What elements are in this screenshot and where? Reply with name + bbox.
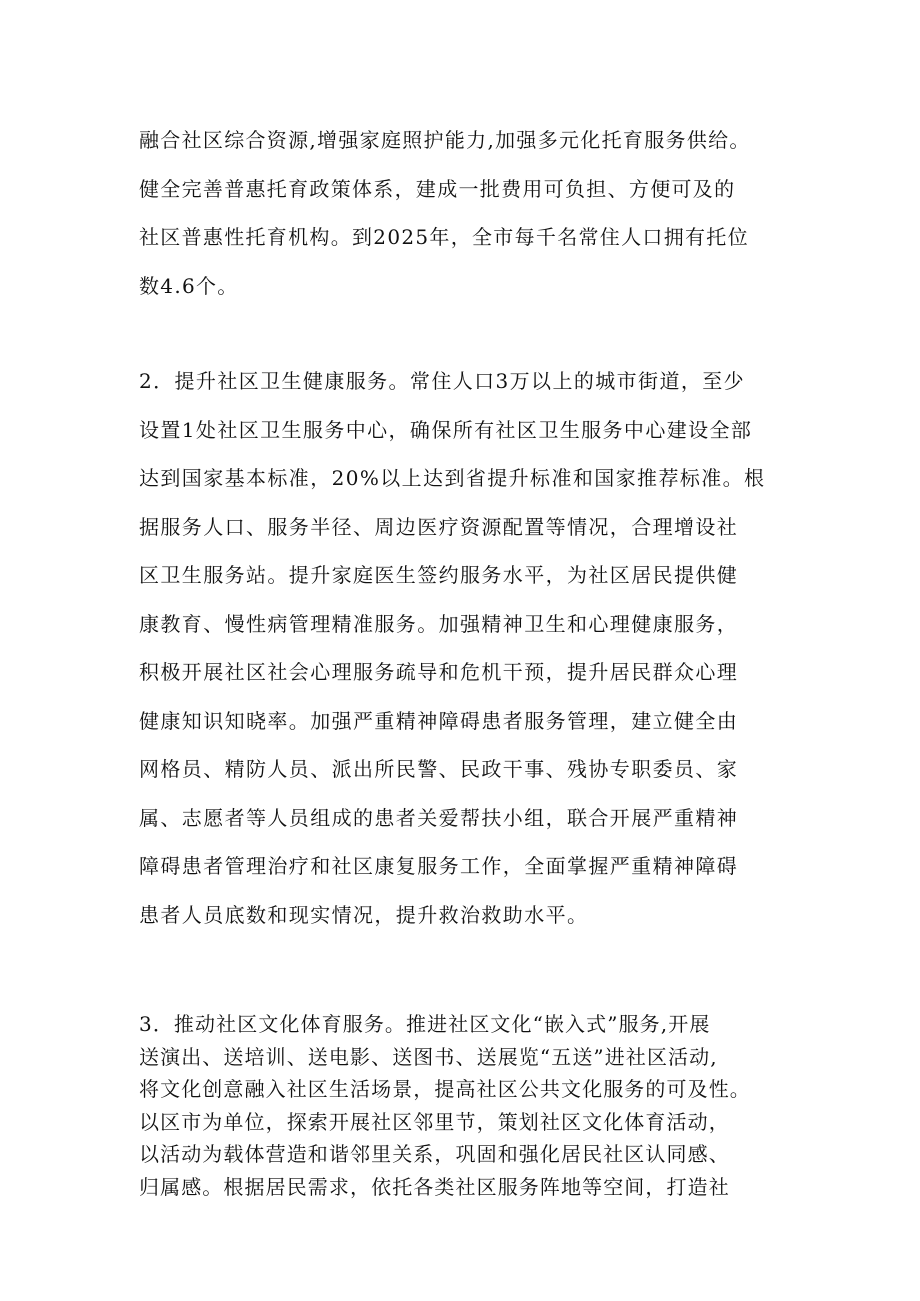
paragraph-health-services <box>139 357 799 939</box>
text-line: 融合社区综合资源,增强家庭照护能力,加强多元化托育服务供给。 <box>139 128 751 152</box>
text-line: 障碍患者管理治疗和社区康复服务工作，全面掌握严重精神障碍 <box>139 854 739 878</box>
paragraph-culture-sports <box>139 1008 799 1203</box>
text-line: 网格员、精防人员、派出所民警、民政干事、残协专职委员、家 <box>139 757 739 781</box>
text-line: 送演出、送培训、送电影、送图书、送展览“五送”进社区活动, <box>139 1044 718 1069</box>
text-line: 2．提升社区卫生健康服务。常住人口3万以上的城市街道，至少 <box>139 369 746 393</box>
text-line: 康教育、慢性病管理精准服务。加强精神卫生和心理健康服务， <box>139 611 739 636</box>
text-line: 达到国家基本标准，20%以上达到省提升标准和国家推荐标准。根 <box>139 466 766 490</box>
text-line: 将文化创意融入社区生活场景，提高社区公共文化服务的可及性。 <box>139 1077 751 1101</box>
text-line: 健全完善普惠托育政策体系，建成一批费用可负担、方便可及的 <box>139 176 736 201</box>
text-line: 以活动为载体营造和谐邻里关系，巩固和强化居民社区认同感、 <box>139 1142 730 1166</box>
text-line: 数4.6个。 <box>139 273 239 298</box>
text-line: 患者人员底数和现实情况，提升救治救助水平。 <box>139 902 589 927</box>
text-line: 据服务人口、服务半径、周边医疗资源配置等情况，合理增设社 <box>139 514 739 539</box>
text-line: 属、志愿者等人员组成的患者关爱帮扶小组，联合开展严重精神 <box>139 805 739 830</box>
text-line: 归属感。根据居民需求，依托各类社区服务阵地等空间，打造社 <box>139 1174 730 1199</box>
text-line: 区卫生服务站。提升家庭医生签约服务水平，为社区居民提供健 <box>139 563 739 587</box>
text-line: 3．推动社区文化体育服务。推进社区文化“嵌入式”服务,开展 <box>139 1012 711 1036</box>
text-line: 积极开展社区社会心理服务疏导和危机干预，提升居民群众心理 <box>139 660 739 684</box>
paragraph-childcare <box>139 116 799 310</box>
text-line: 设置1处社区卫生服务中心，确保所有社区卫生服务中心建设全部 <box>139 417 753 442</box>
text-line: 健康知识知晓率。加强严重精神障碍患者服务管理，建立健全由 <box>139 708 739 733</box>
text-line: 以区市为单位，探索开展社区邻里节，策划社区文化体育活动， <box>139 1109 730 1134</box>
text-line: 社区普惠性托育机构。到2025年，全市每千名常住人口拥有托位 <box>139 225 749 249</box>
